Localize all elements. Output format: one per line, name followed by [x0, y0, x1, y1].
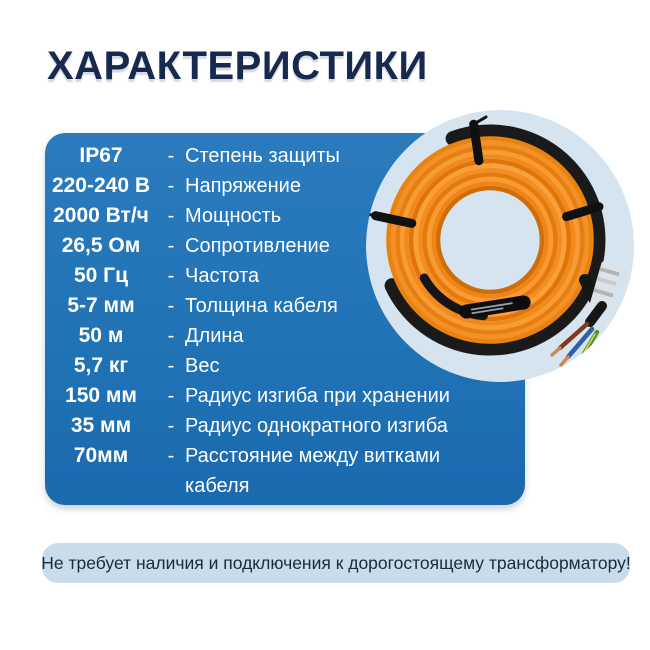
spec-row [45, 411, 525, 441]
spec-separator: - [167, 355, 175, 377]
spec-value: IP67 [79, 144, 123, 167]
spec-value: 70мм [73, 444, 129, 467]
page-title: ХАРАКТЕРИСТИКИ [47, 44, 428, 88]
spec-label: Мощность [185, 205, 282, 227]
product-photo [366, 110, 634, 382]
spec-separator: - [167, 235, 175, 257]
heating-cable-coil-image [366, 110, 634, 382]
spec-separator: - [167, 445, 175, 467]
spec-label: Напряжение [185, 175, 301, 197]
spec-value: 50 Гц [73, 264, 128, 287]
spec-label: Вес [185, 355, 220, 377]
spec-label: Частота [185, 265, 260, 287]
spec-label: Толщина кабеля [185, 295, 338, 317]
spec-label: Степень защиты [185, 145, 340, 167]
spec-row [45, 381, 525, 411]
spec-separator: - [167, 385, 175, 407]
spec-separator: - [167, 325, 175, 347]
banner-text: Не требует наличия и подключения к дорогостоящему трансформатору! [41, 552, 631, 573]
spec-separator: - [167, 295, 175, 317]
spec-value: 220-240 В [51, 174, 151, 197]
spec-separator: - [167, 265, 175, 287]
spec-value: 150 мм [65, 384, 137, 407]
spec-separator: - [167, 145, 175, 167]
spec-value: 50 м [78, 324, 124, 347]
spec-value: 5-7 мм [67, 294, 135, 317]
spec-row [45, 441, 525, 501]
spec-value: 26,5 Ом [61, 234, 141, 257]
spec-separator: - [167, 415, 175, 437]
spec-value: 35 мм [70, 414, 132, 437]
bottom-banner [42, 543, 630, 583]
spec-value: 2000 Вт/ч [53, 204, 149, 227]
spec-separator: - [167, 175, 175, 197]
spec-label: Длина [185, 325, 244, 347]
spec-value: 5,7 кг [73, 354, 129, 377]
spec-label: Радиус однократного изгиба [185, 415, 448, 437]
spec-separator: - [167, 205, 175, 227]
spec-label: Радиус изгиба при хранении [185, 385, 450, 407]
spec-label: Расстояние между витками кабеля [185, 445, 441, 497]
spec-label: Сопротивление [185, 235, 330, 257]
